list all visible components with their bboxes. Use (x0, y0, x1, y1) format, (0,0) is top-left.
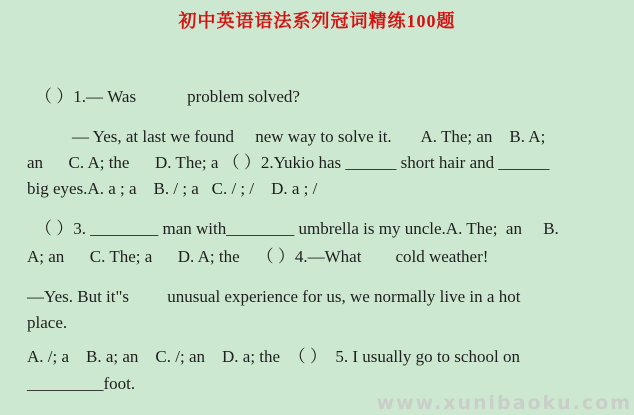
text-line-options-3-q4: A; an C. The; a D. A; the （ ）4.—What cold weather! (27, 247, 489, 266)
text-line-answer-1: — Yes, at last we found new way to solve it. A. The; an B. A; (72, 127, 546, 146)
text-line-question-1: （ ）1.— Was problem solved? (35, 87, 300, 106)
text-line-question-5-cont: _________foot. (27, 374, 136, 393)
text-line-options-2: big eyes.A. a ; a B. / ; a C. / ; / D. a ; / (27, 179, 318, 198)
text-line-options-4-q5: A. /; a B. a; an C. /; an D. a; the （ ） 5. I usually go to school on (27, 347, 520, 366)
text-line-options-1-q2: an C. A; the D. The; a （ ）2.Yukio has ______ short hair and ______ (27, 153, 550, 172)
text-line-answer-4-cont: place. (27, 313, 68, 332)
watermark: www.xunibaoku.com (376, 392, 632, 414)
text-line-question-3: （ ）3. ________ man with________ umbrella is my uncle.A. The; an B. (35, 219, 559, 238)
text-line-answer-4: —Yes. But it"s unusual experience for us, we normally live in a hot (27, 287, 521, 306)
page-title: 初中英语语法系列冠词精练100题 (178, 11, 456, 31)
